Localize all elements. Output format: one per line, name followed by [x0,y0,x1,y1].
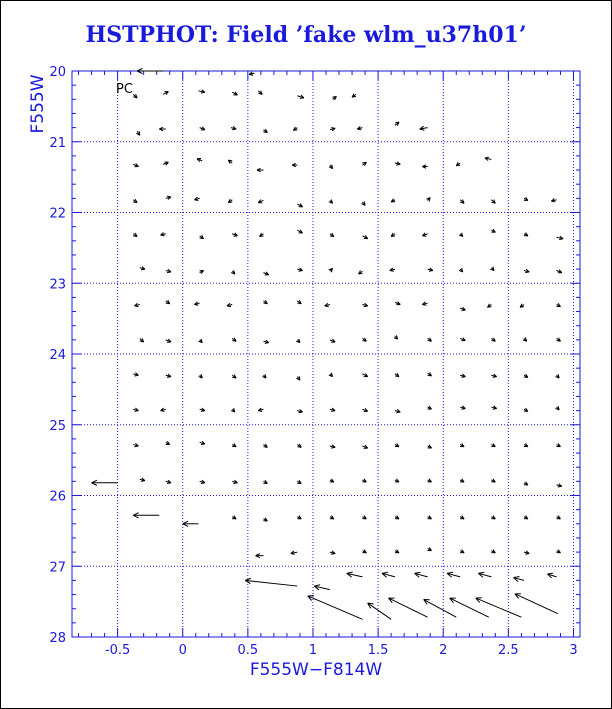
vector-point [514,576,524,581]
vector-point [362,479,366,482]
vector-point [515,594,558,614]
vector-point [428,516,432,519]
vector-point [395,479,399,482]
vector-head [520,307,524,308]
vector-head [227,306,231,307]
vector-point [520,304,524,308]
vector-point [362,303,367,306]
vector-shaft [245,580,297,586]
plot-border [72,71,580,637]
vector-point [362,162,366,166]
vector-point [368,603,391,619]
vector-point [491,338,495,342]
vector-point [491,443,495,446]
vector-head [390,271,394,272]
vector-point [297,480,301,483]
vector-point [296,339,300,343]
vector-head [161,411,165,412]
vector-point [415,572,428,577]
vector-point [232,516,236,519]
vector-head [291,554,295,555]
vector-point [330,516,334,519]
axis-ticks [49,65,580,658]
vector-head [415,572,421,573]
vector-point [395,302,400,305]
vector-point [491,374,496,377]
vector-point [166,480,171,483]
vector-point [330,445,335,448]
vector-point [556,443,560,446]
vector-point [428,338,432,342]
vector-point [330,128,335,131]
vector-point [232,92,237,95]
vector-point [133,94,137,98]
vector-point [258,408,263,411]
x-tick-label: 0 [178,643,187,658]
vector-point [232,233,237,236]
vector-point [200,408,205,411]
vector-point [183,521,199,526]
vector-point [488,304,492,308]
vector-point [428,547,432,550]
vector-shaft [308,596,363,619]
vector-point [422,302,427,305]
vector-point [362,516,366,519]
vector-point [297,230,302,233]
vector-point [491,550,495,553]
vector-point [163,162,168,165]
vector-point [228,160,232,164]
vector-point [227,303,232,306]
vector-point [194,197,199,200]
vector-point [296,376,300,380]
vector-head [331,128,335,129]
x-axis-title: F555W−F814W [249,660,383,680]
x-tick-label: 1 [308,643,318,658]
vector-point [523,337,527,341]
vector-head [135,306,139,307]
vector-point [245,578,297,586]
vector-point [260,233,264,237]
vector-point [166,196,171,199]
vector-point [524,443,528,446]
y-tick-label: 20 [49,65,66,80]
vector-point [133,199,137,203]
vector-point [163,92,168,95]
vector-point [199,374,203,378]
vector-head [382,572,388,573]
x-tick-label: -0.5 [104,643,131,658]
vector-point [524,269,529,272]
vector-point [426,198,430,202]
vector-point [524,197,528,200]
vector-point [491,406,496,409]
vector-shaft [424,600,457,618]
vector-point [263,340,268,343]
vector-head [260,236,264,237]
vector-point [166,300,170,304]
vector-point [329,268,333,272]
vector-point [395,516,399,519]
vector-point [166,374,171,377]
vector-head [547,573,553,574]
pc-annotation: PC [116,82,133,97]
vector-point [422,233,427,236]
vector-point [329,199,333,203]
vector-head [325,306,329,307]
vector-head [167,196,171,197]
vector-point [137,68,163,73]
vector-point [478,572,491,577]
grid-lines [72,71,580,637]
vector-point [395,409,400,412]
vector-point [551,199,556,202]
vector-head [391,236,395,237]
vector-point [524,482,528,485]
vector-point [200,441,205,444]
vector-point [460,443,464,446]
vector-point [357,126,362,129]
vector-point [359,271,363,275]
vector-point [460,200,464,204]
vector-point [263,444,267,448]
vector-point [382,572,395,577]
vector-point [262,374,266,378]
vector-point [194,302,199,305]
vector-head [347,572,353,573]
vector-shaft [368,603,391,619]
vector-point [428,372,432,376]
vector-head [357,129,361,130]
vector-point [352,94,356,98]
vector-point [231,408,235,412]
vector-point [232,375,236,379]
vector-point [325,303,330,306]
vector-point [198,90,205,93]
vector-point [263,300,267,304]
vector-point [524,551,529,554]
vector-head [258,411,262,412]
vector-point [297,516,301,519]
vector-point [460,406,465,409]
vector-point [231,270,235,274]
vector-point [491,229,495,232]
vector-point [330,551,335,554]
y-tick-label: 23 [49,277,66,293]
vector-point [292,163,297,166]
vector-point [391,199,395,202]
vector-point [329,373,333,377]
vector-point [428,406,432,409]
vector-point [362,235,367,238]
vector-point [556,516,560,519]
vector-head [551,201,555,202]
vector-point [424,600,457,618]
vector-point [389,598,428,617]
vector-point [395,162,400,165]
y-tick-label: 22 [49,206,66,222]
x-tick-label: 0.5 [237,643,259,658]
vector-head [488,307,492,308]
vector-point [330,233,334,237]
vector-point [197,158,202,161]
vector-point [232,443,236,446]
vector-point [133,164,138,167]
vector-point [200,480,205,483]
vector-point [395,122,399,126]
vector-point [447,572,460,577]
vector-point [297,444,301,448]
vector-point [297,95,304,98]
x-tick-label: 2 [439,643,448,658]
vector-head [194,304,198,305]
vector-head [352,96,356,97]
vector-shaft [515,594,558,614]
y-axis-title: F555W [28,74,48,134]
vector-point [92,480,118,485]
vector-point [557,484,562,487]
vector-point [428,445,432,448]
vector-point [256,554,264,558]
vector-head [359,273,363,274]
x-tick-label: 2.5 [498,643,519,658]
vector-point [491,516,495,519]
vector-point [161,408,166,411]
vector-point [293,127,297,131]
vector-point [491,200,495,204]
vector-head [293,130,297,131]
vector-point [491,479,495,482]
vector-point [314,585,330,590]
vector-point [263,129,267,133]
vector-point [159,127,166,130]
vector-point [362,550,366,553]
vector-point [232,480,237,483]
vector-point [524,408,528,411]
vector-point [362,373,367,376]
vector-head [161,235,165,236]
vector-point [297,300,301,304]
vector-point [166,441,170,444]
vector-point [133,513,159,518]
vector-point [460,338,465,341]
vector-point [420,126,428,130]
vector-point [258,200,263,203]
vector-point [297,204,302,207]
vector-head [332,96,336,97]
vector-head [228,202,232,203]
vector-point [136,131,139,135]
vector-head [314,585,320,586]
vector-point [140,338,144,342]
y-tick-label: 21 [49,135,66,151]
vector-point [263,480,267,483]
chart-title: HSTPHOT: Field ’fake wlm_u37h01’ [85,22,527,48]
vector-point [308,596,363,620]
vector-point [524,233,528,236]
vector-shaft [389,598,428,617]
vector-point [228,199,232,203]
vector-point [547,573,556,578]
vector-point [524,516,528,519]
vector-point [460,307,465,310]
vector-point [166,269,171,272]
vector-point [422,165,427,168]
y-tick-label: 26 [49,489,66,505]
vector-head [422,304,426,305]
vector-point [460,516,464,519]
vector-point [456,162,460,166]
vector-point [133,233,137,237]
vector-point [161,233,166,236]
vector-point [135,303,140,306]
vector-point [329,165,333,169]
vector-head [194,200,198,201]
vector-point [257,168,264,171]
vector-head [447,572,453,573]
vector-point [263,518,267,521]
vector-point [395,443,399,446]
vector-point [485,157,492,160]
vector-point [557,270,562,273]
vector-point [330,339,335,342]
vector-point [362,201,366,205]
vector-point [330,479,334,482]
data-marks [92,68,564,619]
x-tick-label: 3 [569,643,578,658]
vector-point [555,374,559,378]
vector-point [459,268,463,272]
vector-head [362,162,366,163]
vector-point [460,479,464,482]
vector-point [555,406,559,410]
vector-point [391,233,395,237]
vector-point [200,235,204,239]
vector-point [428,268,433,271]
vector-point [263,272,268,275]
vector-point [199,339,203,343]
vector-head [420,129,425,130]
x-tick-label: 1.5 [367,643,389,658]
y-tick-label: 25 [49,418,66,434]
vector-point [200,127,205,130]
vector-point [459,233,463,237]
vector-point [297,268,302,271]
vector-point [232,338,236,342]
vector-point [556,550,560,553]
vector-point [460,550,464,553]
vector-point [490,267,494,271]
vector-point [524,374,528,377]
vector-point [166,339,171,342]
vector-point [395,550,399,553]
vector-point [332,96,336,100]
vector-point [362,445,367,448]
vector-point [390,268,395,271]
vector-point [347,572,363,577]
vector-point [133,373,138,376]
y-tick-label: 27 [49,560,66,576]
vector-point [140,478,145,481]
vector-point [557,338,561,342]
vector-point [460,374,465,377]
vector-point [362,338,366,342]
vector-point [557,236,564,239]
vector-head [249,75,253,76]
vector-head [478,572,484,573]
y-tick-label: 24 [49,348,66,363]
vector-point [133,408,138,411]
vector-point [200,271,204,274]
vector-point [291,551,298,554]
vector-head [514,576,520,577]
vector-point [133,443,138,446]
vector-point [140,266,145,269]
vector-point [428,479,432,482]
vector-point [297,409,302,412]
vector-point [394,335,398,339]
y-tick-label: 28 [49,631,66,646]
vector-point [556,303,560,306]
vector-point [395,373,399,377]
vector-point [362,408,367,411]
vector-point [231,126,236,129]
vector-point [258,91,262,95]
vector-head [456,165,460,166]
vector-point [249,72,254,75]
vector-point [330,408,335,411]
